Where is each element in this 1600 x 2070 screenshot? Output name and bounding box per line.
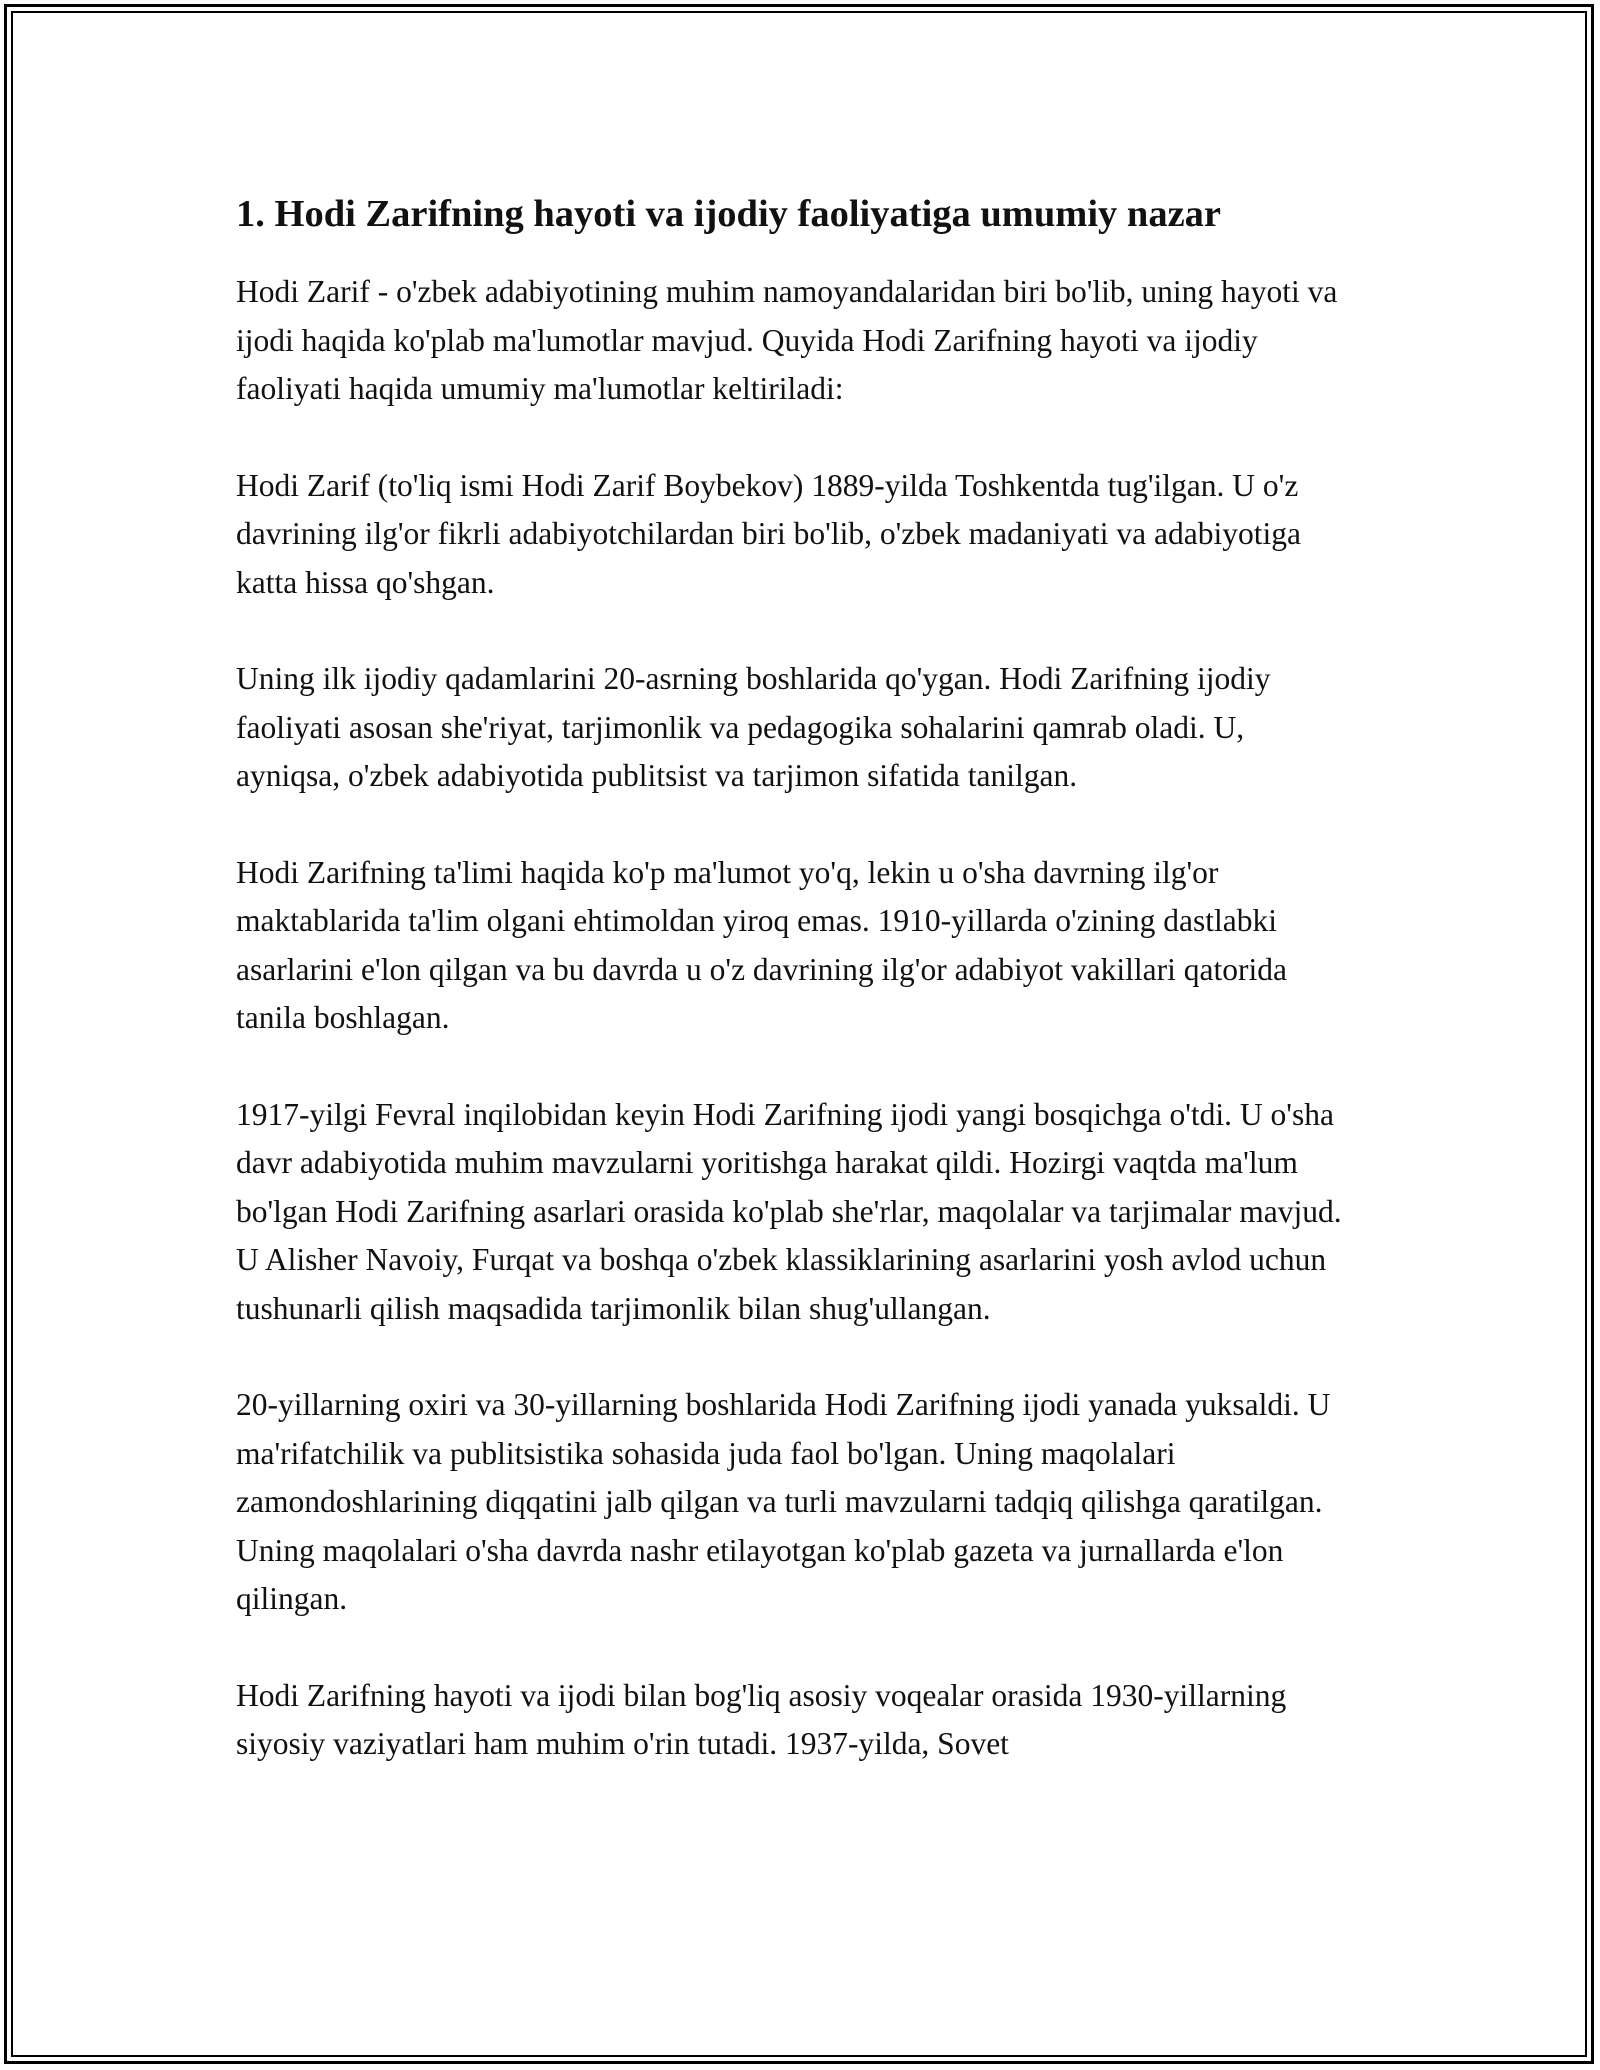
paragraph-education: Hodi Zarifning ta'limi haqida ko'p ma'lumot yo'q, lekin u o'sha davrning ilg'or maktablarida ta'lim olgani ehtimoldan yiroq emas. 1910-yillarda o'zining dastlabki asarlarini e'lon qilgan va bu davrda u o'z davrining ilg'or adabiyot vakillari qatorida tanila boshlagan. [236,854,1287,1035]
paragraph-birth: Hodi Zarif (to'liq ismi Hodi Zarif Boybekov) 1889-yilda Toshkentda tug'ilgan. U o'z davrining ilg'or fikrli adabiyotchilardan biri bo'lib, o'zbek madaniyati va adabiyotiga katta hissa qo'shgan. [236,467,1301,600]
section-heading: 1. Hodi Zarifning hayoti va ijodiy faoliyatiga umumiy nazar [236,193,1222,235]
paragraph-1920s-1930s: 20-yillarning oxiri va 30-yillarning boshlarida Hodi Zarifning ijodi yanada yuksaldi. U ma'rifatchilik va publitsistika sohasida juda faol bo'lgan. Uning maqolalari zamondoshlarining diqqatini jalb qilgan va turli mavzularni tadqiq qilishga qaratilgan. Uning maqolalari o'sha davrda nashr etilayotgan ko'plab gazeta va jurnallarda e'lon qilingan. [236,1387,1331,1616]
paragraph-1917: 1917-yilgi Fevral inqilobidan keyin Hodi Zarifning ijodi yangi bosqichga o'tdi. U o'sha davr adabiyotida muhim mavzularni yoritishga harakat qildi. Hozirgi vaqtda ma'lum bo'lgan Hodi Zarifning asarlari orasida ko'plab she'rlar, maqolalar va tarjimalar mavjud. U Alisher Navoiy, Furqat va boshqa o'zbek klassiklarining asarlarini yosh avlod uchun tushunarli qilish maqsadida tarjimonlik bilan shug'ullangan. [236,1096,1342,1326]
paragraph-early-work: Uning ilk ijodiy qadamlarini 20-asrning boshlarida qo'ygan. Hodi Zarifning ijodiy faoliyati asosan she'riyat, tarjimonlik va pedagogika sohalarini qamrab oladi. U, ayniqsa, o'zbek adabiyotida publitsist va tarjimon sifatida tanilgan. [236,661,1271,793]
paragraph-political-events: Hodi Zarifning hayoti va ijodi bilan bog'liq asosiy voqealar orasida 1930-yillarning siyosiy vaziyatlari ham muhim o'rin tutadi. 1937-yilda, Sovet [236,1677,1287,1761]
paragraph-intro: Hodi Zarif - o'zbek adabiyotining muhim namoyandalaridan biri bo'lib, uning hayoti va ijodi haqida ko'plab ma'lumotlar mavjud. Quyida Hodi Zarifning hayoti va ijodiy faoliyati haqida umumiy ma'lumotlar keltiriladi: [236,274,1338,406]
document-body [236,186,1356,1769]
